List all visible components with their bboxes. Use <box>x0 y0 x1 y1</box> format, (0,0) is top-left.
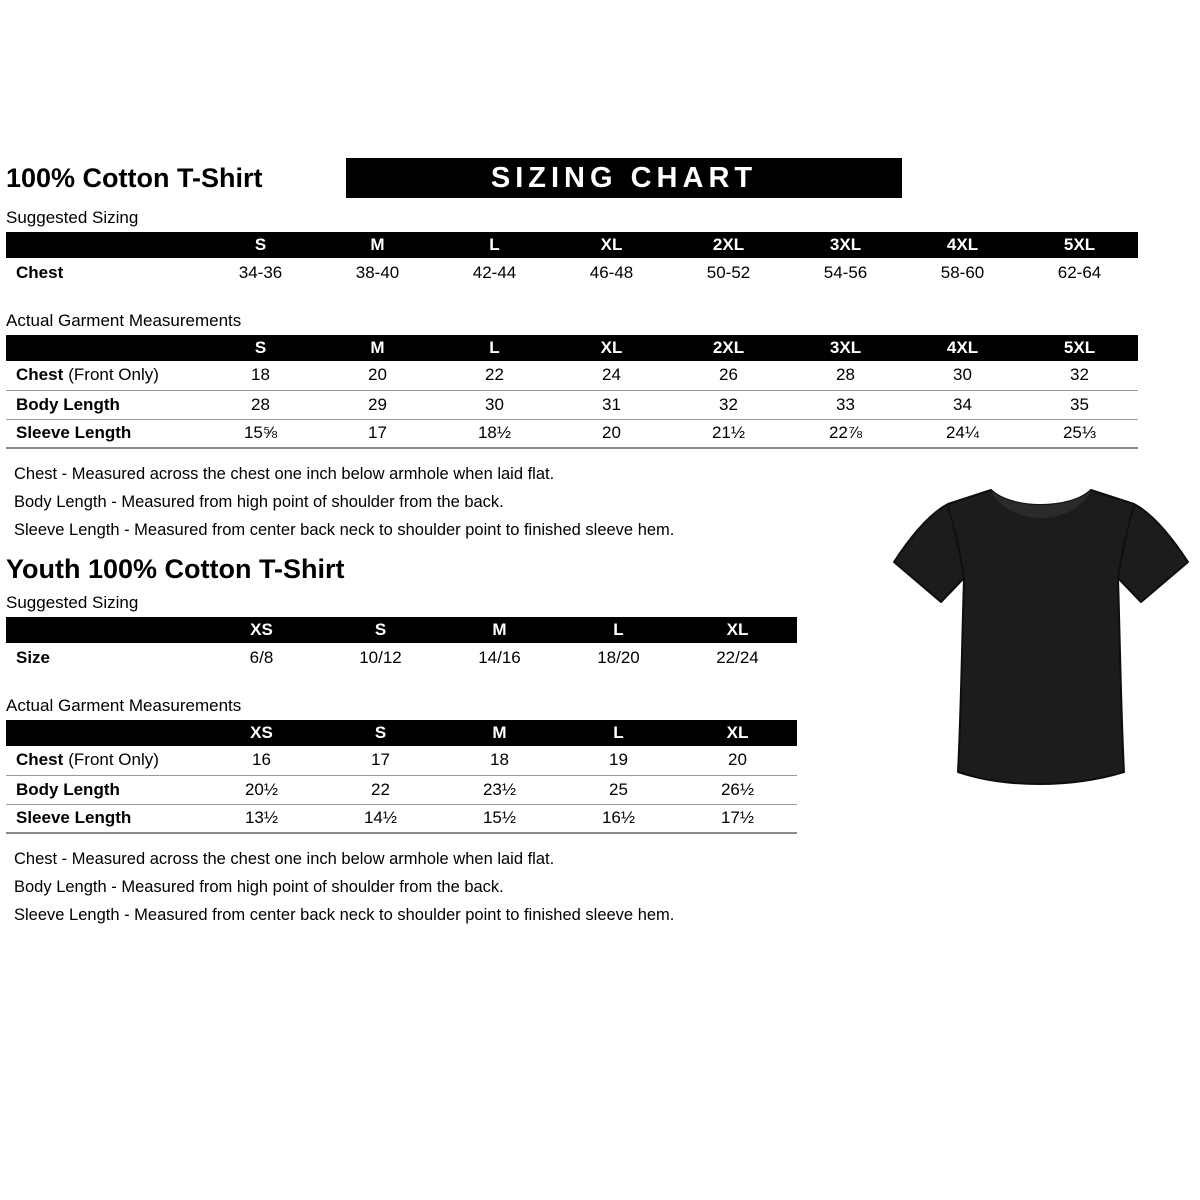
note-chest: Chest - Measured across the chest one inch below armhole when laid flat. <box>14 465 555 483</box>
size-column-header: XL <box>678 720 797 746</box>
cell: 6/8 <box>249 647 274 667</box>
size-column-header: M <box>440 720 559 746</box>
youth-section-title: Youth 100% Cotton T-Shirt <box>6 554 345 584</box>
table-row <box>6 361 1138 390</box>
corner-cell <box>6 232 202 258</box>
cell: 29 <box>319 390 436 419</box>
size-column-header: L <box>436 232 553 258</box>
cell: 17 <box>321 746 440 775</box>
cell: 23½ <box>440 775 559 804</box>
size-column-header: L <box>559 720 678 746</box>
adult-suggested-sizing-table <box>6 232 1138 287</box>
size-column-header: 5XL <box>1021 232 1138 258</box>
size-column-header: 4XL <box>904 335 1021 361</box>
table-row <box>6 804 797 833</box>
cell: 15⅝ <box>202 419 319 448</box>
size-column-header: 3XL <box>787 335 904 361</box>
cell: 32 <box>670 390 787 419</box>
cell: 17½ <box>678 804 797 833</box>
size-column-header: S <box>321 617 440 643</box>
cell: 16 <box>202 746 321 775</box>
youth-actual-measurements-label: Actual Garment Measurements <box>6 696 242 715</box>
cell: 62-64 <box>1057 262 1102 282</box>
size-column-header: L <box>559 617 678 643</box>
size-column-header: XL <box>553 232 670 258</box>
row-label: Body Length <box>6 775 202 804</box>
size-column-header: 5XL <box>1021 335 1138 361</box>
cell: 25⅓ <box>1021 419 1138 448</box>
cell: 31 <box>553 390 670 419</box>
cell: 14½ <box>321 804 440 833</box>
size-column-header: XS <box>202 617 321 643</box>
row-label: Chest (Front Only) <box>6 361 202 390</box>
cell: 20 <box>553 419 670 448</box>
cell: 50-52 <box>706 262 751 282</box>
note-sleeve-length: Sleeve Length - Measured from center back neck to shoulder point to finished sleeve hem. <box>14 521 675 539</box>
table-header-row <box>6 335 1138 361</box>
size-column-header: 3XL <box>787 232 904 258</box>
cell: 30 <box>436 390 553 419</box>
table-header-row <box>6 720 797 746</box>
size-column-header: 2XL <box>670 335 787 361</box>
youth-actual-measurements-table <box>6 720 797 834</box>
note-sleeve-length: Sleeve Length - Measured from center back neck to shoulder point to finished sleeve hem. <box>14 906 675 924</box>
cell: 22⅞ <box>787 419 904 448</box>
cell: 15½ <box>440 804 559 833</box>
cell: 30 <box>904 361 1021 390</box>
cell: 22 <box>436 361 553 390</box>
cell: 19 <box>559 746 678 775</box>
cell: 28 <box>787 361 904 390</box>
cell: 22/24 <box>716 647 759 667</box>
corner-cell <box>6 617 202 643</box>
cell: 14/16 <box>478 647 521 667</box>
cell: 18 <box>440 746 559 775</box>
size-column-header: XL <box>553 335 670 361</box>
cell: 25 <box>559 775 678 804</box>
header-row <box>6 156 1200 200</box>
sizing-chart-banner: SIZING CHART <box>346 158 902 198</box>
row-label: Chest <box>16 262 64 282</box>
cell: 24¼ <box>904 419 1021 448</box>
cell: 20½ <box>202 775 321 804</box>
cell: 18½ <box>436 419 553 448</box>
row-label: Chest (Front Only) <box>6 746 202 775</box>
row-label: Body Length <box>6 390 202 419</box>
table-row <box>6 643 797 672</box>
cell: 54-56 <box>823 262 868 282</box>
corner-cell <box>6 335 202 361</box>
youth-suggested-sizing-table <box>6 617 797 672</box>
note-body-length: Body Length - Measured from high point of shoulder from the back. <box>14 493 504 511</box>
cell: 13½ <box>202 804 321 833</box>
cell: 46-48 <box>589 262 634 282</box>
cell: 32 <box>1021 361 1138 390</box>
row-label: Sleeve Length <box>6 419 202 448</box>
adult-suggested-sizing-label: Suggested Sizing <box>6 208 139 227</box>
youth-suggested-sizing-label: Suggested Sizing <box>6 593 139 612</box>
size-column-header: S <box>202 232 319 258</box>
table-header-row <box>6 617 797 643</box>
tshirt-product-image <box>890 474 1192 808</box>
cell: 22 <box>321 775 440 804</box>
size-column-header: M <box>319 335 436 361</box>
cell: 38-40 <box>355 262 400 282</box>
size-column-header: M <box>440 617 559 643</box>
corner-cell <box>6 720 202 746</box>
cell: 26½ <box>678 775 797 804</box>
cell: 20 <box>319 361 436 390</box>
size-column-header: M <box>319 232 436 258</box>
cell: 20 <box>678 746 797 775</box>
cell: 33 <box>787 390 904 419</box>
table-row <box>6 258 1138 287</box>
table-row <box>6 419 1138 448</box>
size-column-header: S <box>321 720 440 746</box>
note-chest: Chest - Measured across the chest one inch below armhole when laid flat. <box>14 850 555 868</box>
size-column-header: 4XL <box>904 232 1021 258</box>
table-row <box>6 775 797 804</box>
tshirt-illustration <box>890 474 1192 808</box>
cell: 17 <box>319 419 436 448</box>
cell: 18/20 <box>597 647 640 667</box>
adult-actual-measurements-label: Actual Garment Measurements <box>6 311 242 330</box>
cell: 28 <box>202 390 319 419</box>
cell: 58-60 <box>940 262 985 282</box>
adult-actual-measurements-table <box>6 335 1138 449</box>
size-column-header: XS <box>202 720 321 746</box>
cell: 42-44 <box>472 262 517 282</box>
table-row <box>6 390 1138 419</box>
youth-measurement-notes <box>6 850 1200 925</box>
cell: 16½ <box>559 804 678 833</box>
size-column-header: S <box>202 335 319 361</box>
tshirt-body <box>894 490 1188 784</box>
table-row <box>6 746 797 775</box>
cell: 21½ <box>670 419 787 448</box>
cell: 34 <box>904 390 1021 419</box>
page-title: 100% Cotton T-Shirt <box>6 162 263 193</box>
cell: 24 <box>553 361 670 390</box>
note-body-length: Body Length - Measured from high point of shoulder from the back. <box>14 878 504 896</box>
size-column-header: L <box>436 335 553 361</box>
size-column-header: 2XL <box>670 232 787 258</box>
cell: 18 <box>202 361 319 390</box>
size-column-header: XL <box>678 617 797 643</box>
cell: 10/12 <box>359 647 402 667</box>
cell: 26 <box>670 361 787 390</box>
row-label: Sleeve Length <box>6 804 202 833</box>
table-header-row <box>6 232 1138 258</box>
cell: 34-36 <box>238 262 283 282</box>
row-label: Size <box>16 647 51 667</box>
cell: 35 <box>1021 390 1138 419</box>
